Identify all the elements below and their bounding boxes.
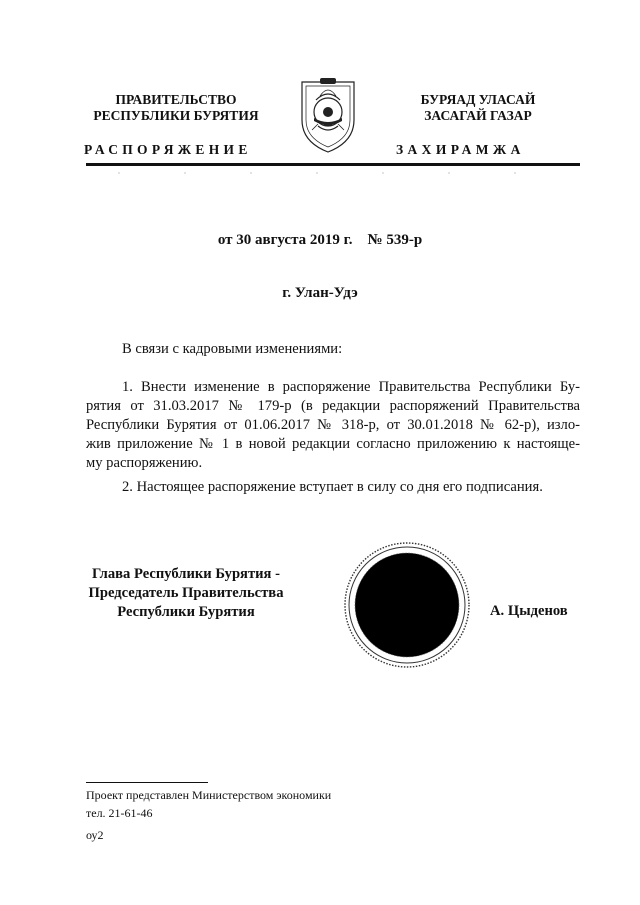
date-number-line [0, 232, 640, 249]
document-date: от 30 августа 2019 г. [217, 232, 353, 248]
doc-type-right: ЗАХИРАМЖА [396, 142, 525, 157]
doc-type-left: РАСПОРЯЖЕНИЕ [84, 142, 252, 157]
item-1-paragraph [86, 378, 580, 473]
intro-paragraph [86, 340, 580, 359]
item-2-text: 2. Настоящее распоряжение вступает в силу со дня его подписания. [122, 479, 543, 495]
header-left-org [62, 92, 290, 124]
footer-prepared-by: Проект представлен Министерством экономики [86, 788, 332, 802]
header-right-line2: ЗАСАГАЙ ГАЗАР [424, 108, 532, 123]
header-left-line1: ПРАВИТЕЛЬСТВО [115, 92, 237, 107]
header-rule [86, 163, 580, 166]
header-dotted-rule [86, 172, 580, 174]
item-2-paragraph [86, 478, 580, 497]
item-1-line: жив приложение № 1 в новой редакции согласно приложению к настояще- [86, 436, 580, 452]
intro-text: В связи с кадровыми изменениями: [122, 341, 343, 357]
footer-phone: тел. 21-61-46 [86, 806, 153, 820]
header-left-line2: РЕСПУБЛИКИ БУРЯТИЯ [93, 108, 259, 123]
header-right-org [378, 92, 578, 124]
header-right-line1: БУРЯАД УЛАСАЙ [420, 92, 536, 107]
document-number: № 539-р [367, 232, 423, 248]
signatory-title-line: Председатель Правительства [88, 585, 284, 601]
footer-rule [86, 782, 208, 783]
signatory-title-line: Глава Республики Бурятия - [92, 566, 280, 582]
signatory-title [78, 565, 294, 622]
round-stamp-icon [342, 540, 472, 670]
footer-code: оу2 [86, 828, 104, 842]
item-1-line: 1. Внести изменение в распоряжение Правительства Республики Бу- [122, 379, 580, 395]
coat-of-arms-icon [294, 74, 362, 156]
signatory-name: А. Цыденов [490, 603, 568, 619]
signatory-title-line: Республики Бурятия [117, 604, 255, 620]
item-1-line: Республики Бурятия от 01.06.2017 № 318-р, от 30.01.2018 № 62-р), изло- [86, 417, 580, 433]
item-1-line: му распоряжению. [86, 455, 203, 471]
item-1-line: рятия от 31.03.2017 № 179-р (в редакции распоряжений Правительства [86, 398, 580, 414]
document-city: г. Улан-Удэ [282, 285, 358, 301]
